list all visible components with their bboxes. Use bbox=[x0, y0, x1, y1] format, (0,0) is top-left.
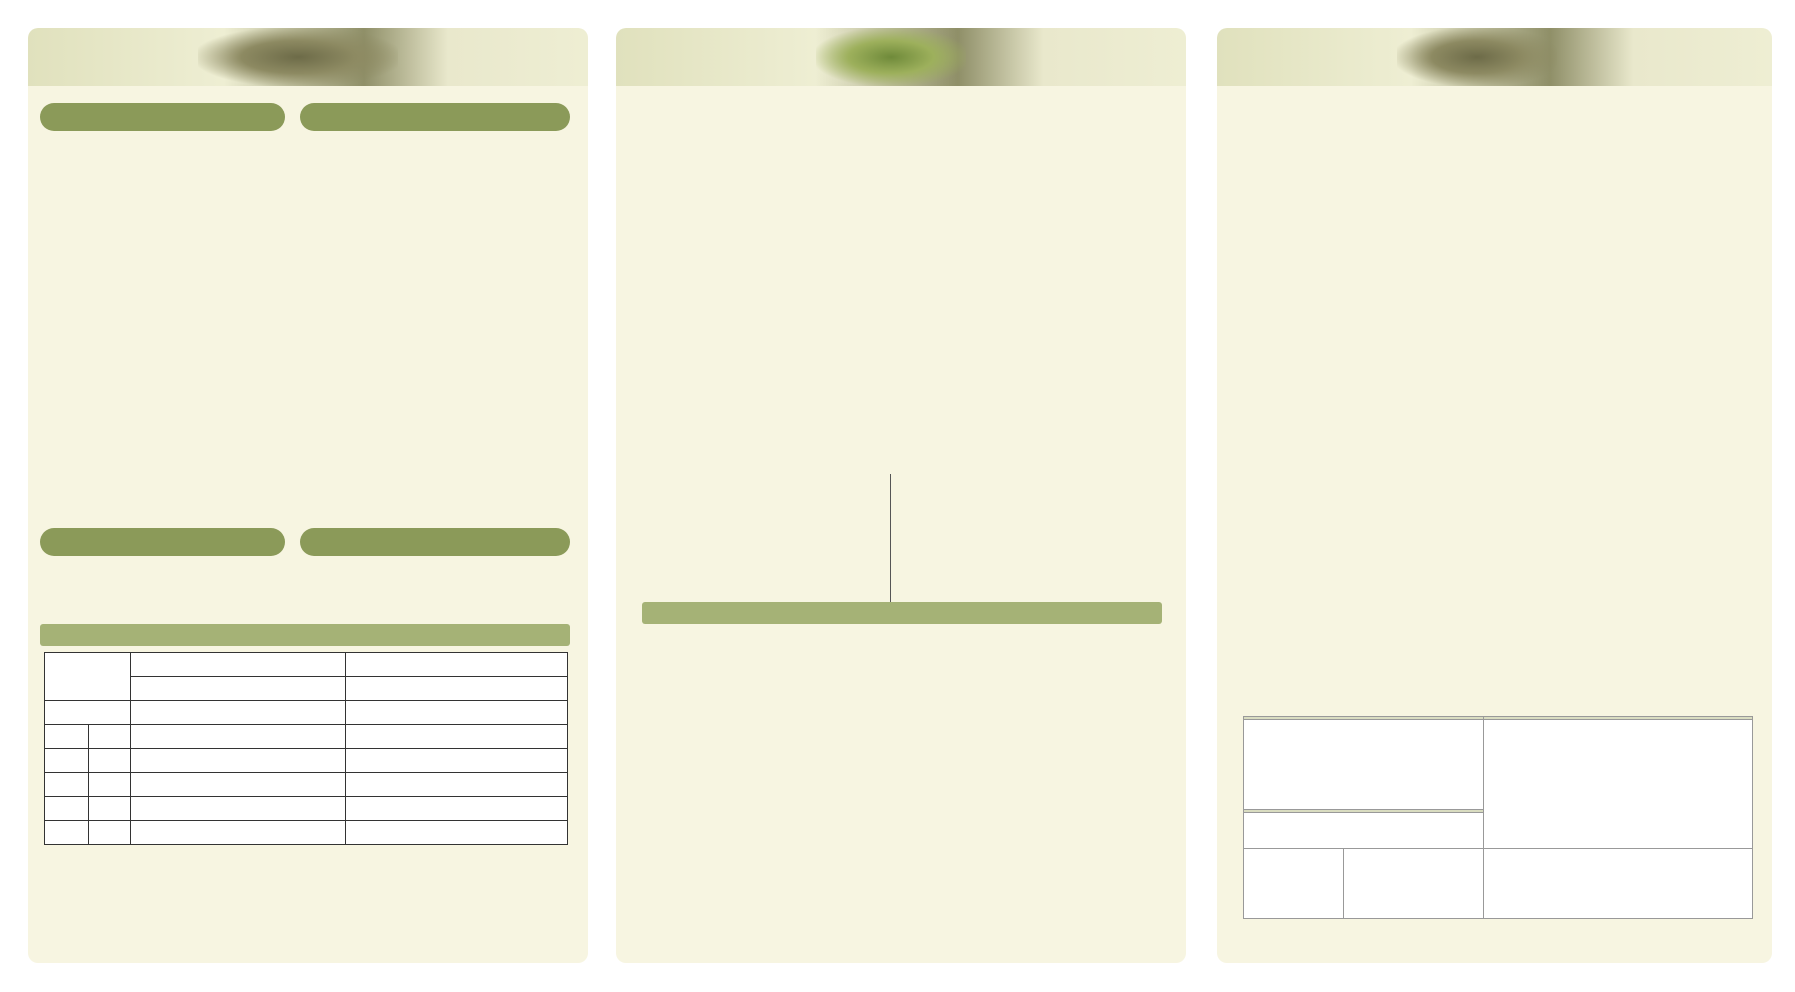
worship-guide-panel bbox=[28, 28, 588, 963]
hand-photo bbox=[1397, 28, 1557, 86]
sunday-evening-pill bbox=[40, 103, 285, 131]
mission-letter-panel bbox=[1217, 28, 1772, 963]
friday-prayer-pill bbox=[300, 528, 570, 556]
dawn-worship-pill bbox=[40, 528, 285, 556]
missionary-table bbox=[1243, 716, 1753, 919]
peace-yard-panel bbox=[616, 28, 1186, 963]
mission-letter-header bbox=[1217, 28, 1772, 86]
peace-yard-header bbox=[616, 28, 1186, 86]
plant-photo bbox=[816, 28, 966, 86]
district-report-bar bbox=[642, 602, 1162, 624]
servers-bar bbox=[40, 624, 570, 646]
praying-hands-photo bbox=[198, 28, 398, 86]
christmas-worship-pill bbox=[300, 103, 570, 131]
worship-guide-header bbox=[28, 28, 588, 86]
servers-table bbox=[44, 652, 568, 845]
